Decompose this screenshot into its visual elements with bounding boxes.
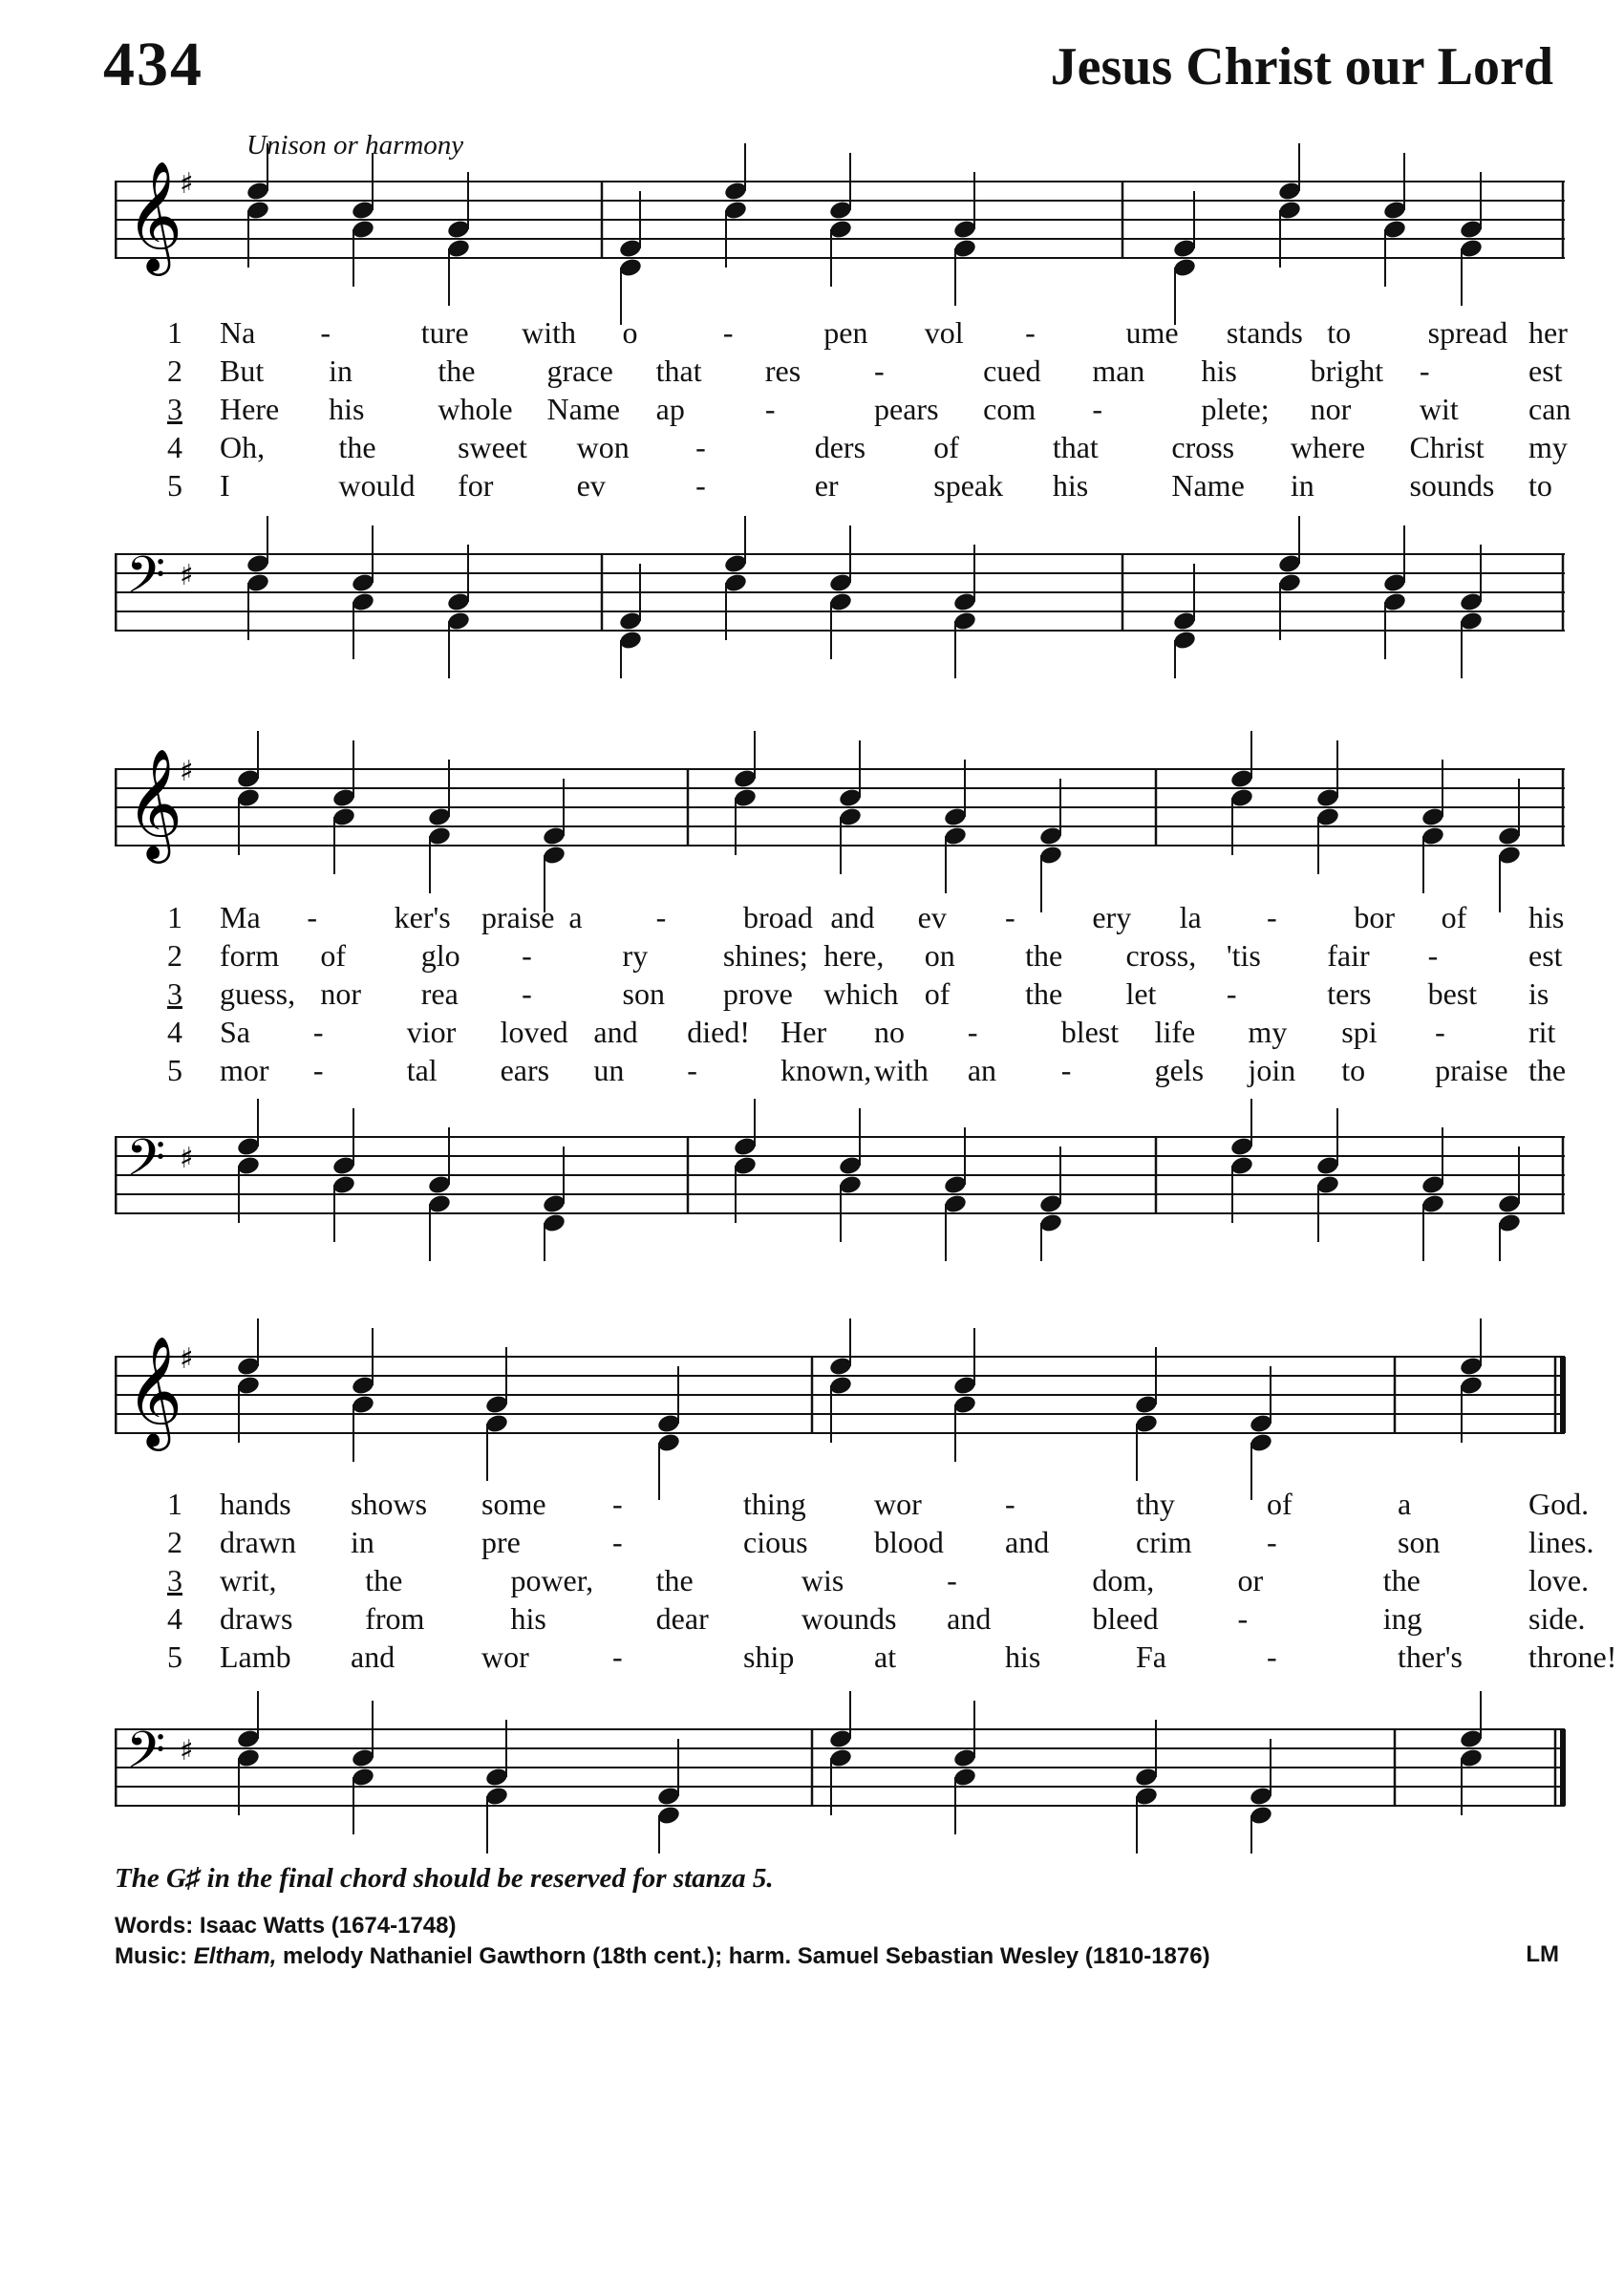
lyric-syllable: dear (655, 1601, 709, 1636)
verse-number: 2 (167, 938, 182, 973)
system-3-bass-staff (115, 1691, 1567, 1854)
lyric-syllable: gels (1154, 1053, 1205, 1087)
lyric-syllable: with (522, 315, 577, 350)
lyric-syllable: power, (510, 1563, 594, 1597)
verse-number: 1 (167, 1487, 182, 1521)
lyric-syllable: wor (481, 1639, 529, 1674)
footnote: The G♯ in the final chord should be reserved for stanza 5. (115, 1863, 774, 1894)
verse-number: 4 (167, 430, 182, 464)
system-3-treble-staff (115, 1318, 1567, 1500)
lyric-syllable: speak (933, 468, 1004, 503)
lyric-syllable: where (1290, 430, 1366, 464)
lyric-syllable: my (1528, 430, 1568, 464)
lyric-syllable: Christ (1409, 430, 1485, 464)
verse-number: 3 (167, 1563, 182, 1597)
lyric-syllable: - (1005, 1487, 1015, 1521)
lyric-syllable: - (612, 1487, 623, 1521)
lyric-syllable: sounds (1409, 468, 1495, 503)
lyric-syllable: ters (1327, 976, 1372, 1011)
lyric-syllable: which (823, 976, 899, 1011)
svg-text:𝄢: 𝄢 (126, 1129, 166, 1200)
lyric-syllable: - (522, 976, 532, 1011)
lyric-syllable: ship (743, 1639, 795, 1674)
lyric-syllable: tal (406, 1053, 438, 1087)
lyric-syllable: spread (1427, 315, 1508, 350)
lyric-syllable: form (220, 938, 280, 973)
lyric-syllable: whole (438, 392, 513, 426)
lyric-syllable: can (1528, 392, 1571, 426)
lyric-syllable: son (622, 976, 665, 1011)
lyric-syllable: the (1025, 938, 1063, 973)
lyric-syllable: shows (351, 1487, 428, 1521)
lyric-syllable: - (967, 1015, 978, 1049)
lyric-syllable: - (307, 900, 317, 934)
music-credit: Music: Eltham, melody Nathaniel Gawthorn (18th cent.); harm. Samuel Sebastian Wesley (1810-1876) (115, 1943, 1210, 1969)
lyric-syllable: - (1092, 392, 1102, 426)
system-1-lyrics (115, 315, 1576, 506)
lyric-syllable: o (622, 315, 638, 350)
lyric-syllable: Sa (220, 1015, 250, 1049)
lyric-syllable: love. (1528, 1563, 1590, 1597)
verse-number: 5 (167, 1639, 182, 1674)
lyric-syllable: in (1290, 468, 1314, 503)
lyric-syllable: pen (823, 315, 868, 350)
lyric-syllable: side. (1528, 1601, 1586, 1636)
verse-number: 2 (167, 1525, 182, 1559)
lyric-syllable: with (874, 1053, 929, 1087)
lyric-line-verse-3 (115, 976, 1576, 1015)
lyric-syllable: - (320, 315, 331, 350)
lyric-syllable: wis (801, 1563, 844, 1597)
lyric-syllable: glo (420, 938, 460, 973)
lyric-syllable: praise (481, 900, 555, 934)
lyric-syllable: known, (780, 1053, 872, 1087)
svg-text:𝄢: 𝄢 (126, 546, 166, 617)
lyric-syllable: la (1179, 900, 1202, 934)
lyric-syllable: est (1528, 938, 1563, 973)
lyric-syllable: his (329, 392, 365, 426)
lyric-syllable: cious (743, 1525, 808, 1559)
lyric-syllable: dom, (1092, 1563, 1155, 1597)
lyric-syllable: Na (220, 315, 256, 350)
verse-number: 2 (167, 354, 182, 388)
lyric-syllable: ther's (1398, 1639, 1463, 1674)
verse-number: 5 (167, 468, 182, 503)
lyric-syllable: throne! (1528, 1639, 1617, 1674)
lyric-syllable: son (1398, 1525, 1441, 1559)
lyric-syllable: pears (874, 392, 939, 426)
lyric-syllable: - (1025, 315, 1036, 350)
lyric-line-verse-3 (115, 392, 1576, 430)
verse-number: 1 (167, 900, 182, 934)
lyric-syllable: ev (917, 900, 947, 934)
verse-number: 5 (167, 1053, 182, 1087)
lyric-syllable: broad (743, 900, 813, 934)
lyric-line-verse-2 (115, 1525, 1594, 1563)
lyric-syllable: that (655, 354, 702, 388)
lyric-syllable: his (1201, 354, 1237, 388)
verse-number: 1 (167, 315, 182, 350)
lyric-syllable: his (510, 1601, 546, 1636)
lyric-syllable: ry (622, 938, 649, 973)
lyric-syllable: - (522, 938, 532, 973)
lyric-syllable: com (983, 392, 1036, 426)
lyric-syllable: to (1528, 468, 1552, 503)
lyric-syllable: shines; (722, 938, 808, 973)
lyric-syllable: of (1267, 1487, 1293, 1521)
lyric-syllable: plete; (1201, 392, 1270, 426)
lyric-syllable: no (874, 1015, 905, 1049)
lyric-syllable: here, (823, 938, 885, 973)
verse-number: 4 (167, 1601, 182, 1636)
system-1-bass-staff (115, 516, 1567, 678)
lyric-syllable: rit (1528, 1015, 1556, 1049)
lyric-syllable: crim (1136, 1525, 1192, 1559)
lyric-syllable: Oh, (220, 430, 266, 464)
svg-text:𝄢: 𝄢 (126, 1722, 166, 1792)
svg-text:𝄞: 𝄞 (126, 747, 183, 859)
lyric-syllable: and (947, 1601, 992, 1636)
lyric-syllable: blest (1060, 1015, 1120, 1049)
lyric-syllable: nor (320, 976, 362, 1011)
lyric-syllable: est (1528, 354, 1563, 388)
lyric-syllable: - (612, 1525, 623, 1559)
lyric-syllable: the (1528, 1053, 1567, 1087)
lyric-line-verse-2 (115, 354, 1576, 392)
lyric-syllable: er (814, 468, 839, 503)
lyric-syllable: the (365, 1563, 403, 1597)
lyric-syllable: God. (1528, 1487, 1590, 1521)
lyric-syllable: of (1441, 900, 1467, 934)
lyric-line-verse-2 (115, 938, 1576, 976)
lyric-syllable: the (1382, 1563, 1421, 1597)
lyric-syllable: wounds (801, 1601, 897, 1636)
lyric-syllable: in (351, 1525, 374, 1559)
lyric-syllable: an (967, 1053, 997, 1087)
lyric-syllable: guess, (220, 976, 296, 1011)
lyric-syllable: wit (1419, 392, 1459, 426)
lyric-syllable: ing (1382, 1601, 1422, 1636)
lyric-syllable: the (338, 430, 376, 464)
lyric-syllable: - (1237, 1601, 1249, 1636)
lyric-syllable: cued (983, 354, 1041, 388)
lyric-line-verse-5 (115, 1053, 1576, 1091)
lyric-syllable: - (1427, 938, 1439, 973)
verse-number: 3 (167, 392, 182, 426)
system-1-treble-staff (115, 143, 1567, 325)
lyric-syllable: - (1005, 900, 1015, 934)
lyric-syllable: on (924, 938, 955, 973)
lyric-syllable: man (1092, 354, 1145, 388)
lyric-syllable: a (1398, 1487, 1412, 1521)
lyric-syllable: the (438, 354, 476, 388)
lyric-syllable: - (1267, 1525, 1277, 1559)
lyric-syllable: and (830, 900, 875, 934)
lyric-syllable: join (1248, 1053, 1296, 1087)
lyric-syllable: loved (500, 1015, 568, 1049)
lyric-syllable: of (933, 430, 959, 464)
lyric-syllable: and (1005, 1525, 1050, 1559)
lyric-syllable: nor (1310, 392, 1352, 426)
lyric-syllable: - (655, 900, 667, 934)
credits (115, 1911, 1210, 1972)
lyric-syllable: But (220, 354, 265, 388)
lyric-syllable: - (764, 392, 776, 426)
lyric-syllable: bright (1310, 354, 1384, 388)
words-credit: Words: Isaac Watts (1674-1748) (115, 1913, 457, 1939)
lyric-syllable: - (687, 1053, 697, 1087)
lyric-syllable: life (1154, 1015, 1196, 1049)
lyric-syllable: of (924, 976, 951, 1011)
lyric-syllable: stands (1226, 315, 1303, 350)
lyric-syllable: mor (220, 1053, 269, 1087)
lyric-syllable: his (1052, 468, 1089, 503)
lyric-syllable: draws (220, 1601, 293, 1636)
svg-text:♯: ♯ (180, 1734, 194, 1768)
lyric-syllable: bor (1354, 900, 1395, 934)
lyric-syllable: of (320, 938, 347, 973)
svg-text:♯: ♯ (180, 755, 194, 788)
lyric-syllable: - (1226, 976, 1237, 1011)
lyric-syllable: cross (1171, 430, 1235, 464)
lyric-syllable: 'tis (1226, 938, 1261, 973)
lyric-syllable: fair (1327, 938, 1370, 973)
lyric-syllable: Fa (1136, 1639, 1166, 1674)
lyric-syllable: - (947, 1563, 957, 1597)
lyric-syllable: ture (420, 315, 469, 350)
lyric-syllable: that (1052, 430, 1099, 464)
system-2-bass-staff (115, 1099, 1567, 1261)
lyric-syllable: - (874, 354, 885, 388)
lyric-line-verse-5 (115, 1639, 1617, 1678)
hymn-number: 434 (103, 30, 203, 99)
svg-text:♯: ♯ (180, 167, 194, 201)
lyric-syllable: prove (722, 976, 793, 1011)
svg-text:♯: ♯ (180, 1342, 194, 1376)
lyric-syllable: vior (406, 1015, 457, 1049)
lyric-syllable: - (1267, 900, 1277, 934)
lyric-line-verse-5 (115, 468, 1576, 506)
lyric-syllable: grace (546, 354, 613, 388)
lyric-syllable: Name (546, 392, 620, 426)
lyric-syllable: for (458, 468, 494, 503)
lyric-syllable: - (695, 430, 706, 464)
lyric-syllable: - (695, 468, 706, 503)
lyric-syllable: would (338, 468, 416, 503)
lyric-syllable: vol (924, 315, 964, 350)
lyric-syllable: Lamb (220, 1639, 291, 1674)
verse-number: 4 (167, 1015, 182, 1049)
lyric-syllable: spi (1341, 1015, 1378, 1049)
lyric-syllable: wor (874, 1487, 922, 1521)
lyric-syllable: her (1528, 315, 1568, 350)
lyric-syllable: rea (420, 976, 459, 1011)
lyric-syllable: and (593, 1015, 638, 1049)
lyric-syllable: - (1419, 354, 1430, 388)
lyric-syllable: ears (500, 1053, 550, 1087)
lyric-syllable: from (365, 1601, 425, 1636)
lyric-syllable: Here (220, 392, 280, 426)
lyric-line-verse-4 (115, 1601, 1586, 1639)
lyric-syllable: at (874, 1639, 897, 1674)
lyric-line-verse-4 (115, 430, 1576, 468)
lyric-syllable: hands (220, 1487, 291, 1521)
svg-text:♯: ♯ (180, 559, 194, 592)
lyric-syllable: won (576, 430, 630, 464)
lyric-syllable: his (1005, 1639, 1041, 1674)
performance-instruction: Unison or harmony (246, 130, 464, 161)
lyric-syllable: lines. (1528, 1525, 1594, 1559)
lyric-syllable: best (1427, 976, 1478, 1011)
lyric-syllable: I (220, 468, 230, 503)
lyric-syllable: un (593, 1053, 625, 1087)
lyric-syllable: - (312, 1053, 324, 1087)
lyric-syllable: res (764, 354, 801, 388)
lyric-line-verse-1 (115, 315, 1576, 354)
lyric-syllable: drawn (220, 1525, 296, 1559)
lyric-syllable: and (351, 1639, 395, 1674)
lyric-line-verse-1 (115, 1487, 1590, 1525)
lyric-syllable: some (481, 1487, 546, 1521)
meter: LM (1526, 1941, 1559, 1967)
lyric-syllable: to (1327, 315, 1352, 350)
lyric-syllable: the (655, 1563, 694, 1597)
lyric-syllable: my (1248, 1015, 1288, 1049)
lyric-syllable: - (722, 315, 734, 350)
lyric-syllable: is (1528, 976, 1549, 1011)
lyric-syllable: - (1435, 1015, 1445, 1049)
lyric-syllable: the (1025, 976, 1063, 1011)
lyric-line-verse-4 (115, 1015, 1576, 1053)
lyric-syllable: blood (874, 1525, 944, 1559)
verse-number: 3 (167, 976, 182, 1011)
lyric-syllable: writ, (220, 1563, 277, 1597)
lyric-line-verse-3 (115, 1563, 1590, 1601)
lyric-syllable: sweet (458, 430, 527, 464)
lyric-syllable: died! (687, 1015, 751, 1049)
lyric-syllable: in (329, 354, 353, 388)
lyric-syllable: ker's (394, 900, 451, 934)
lyric-syllable: cross, (1125, 938, 1197, 973)
lyric-syllable: his (1528, 900, 1565, 934)
lyric-syllable: ders (814, 430, 866, 464)
lyric-syllable: - (1060, 1053, 1072, 1087)
lyric-syllable: a (568, 900, 583, 934)
lyric-syllable: ap (655, 392, 685, 426)
section-title: Jesus Christ our Lord (1050, 37, 1553, 96)
svg-text:𝄞: 𝄞 (126, 1335, 183, 1447)
lyric-line-verse-1 (115, 900, 1576, 938)
lyric-syllable: ev (576, 468, 606, 503)
lyric-syllable: - (612, 1639, 623, 1674)
system-2-lyrics (115, 900, 1576, 1091)
lyric-syllable: Name (1171, 468, 1245, 503)
lyric-syllable: Ma (220, 900, 261, 934)
lyric-syllable: ery (1092, 900, 1132, 934)
lyric-syllable: let (1125, 976, 1157, 1011)
lyric-syllable: bleed (1092, 1601, 1159, 1636)
lyric-syllable: - (312, 1015, 324, 1049)
lyric-syllable: thing (743, 1487, 806, 1521)
system-2-treble-staff (115, 731, 1567, 912)
lyric-syllable: - (1267, 1639, 1277, 1674)
lyric-syllable: or (1237, 1563, 1264, 1597)
svg-text:♯: ♯ (180, 1142, 194, 1175)
lyric-syllable: ume (1125, 315, 1179, 350)
svg-text:𝄞: 𝄞 (126, 160, 183, 271)
lyric-syllable: to (1341, 1053, 1366, 1087)
lyric-syllable: pre (481, 1525, 521, 1559)
lyric-syllable: praise (1435, 1053, 1508, 1087)
lyric-syllable: thy (1136, 1487, 1175, 1521)
lyric-syllable: Her (780, 1015, 827, 1049)
system-3-lyrics (115, 1487, 1617, 1678)
